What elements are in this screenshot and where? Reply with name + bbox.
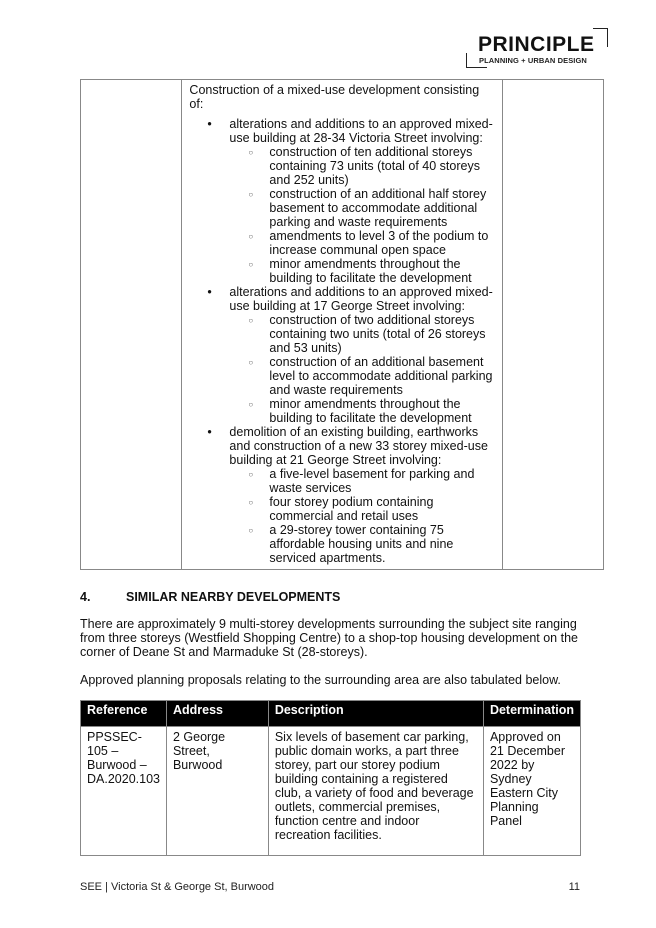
list-subitem: ○ construction of an additional basement level to accommodate additional parking and waste requirements (229, 355, 495, 397)
table-row (81, 727, 581, 856)
logo-tagline: PLANNING + URBAN DESIGN (479, 56, 587, 65)
section-paragraph: Approved planning proposals relating to the surrounding area are also tabulated below. (80, 673, 561, 687)
logo-corner-mark (593, 28, 608, 47)
cell-description: Six levels of basement car parking, public domain works, a part three storey, part our storey podium building containing a registered club, a variety of food and beverage outlets, commercial premises, function centre and indoor recreation facilities. (268, 727, 483, 856)
footer-title: SEE | Victoria St & George St, Burwood (80, 881, 275, 893)
section-paragraph: There are approximately 9 multi-storey developments surrounding the subject site ranging from three storeys (Westfield Shopping Centre) to a shop-top housing development on the corner of Deane St and Marmaduke St (28-storeys). (80, 617, 578, 659)
list-subitem: ○ a five-level basement for parking and waste services (229, 467, 495, 495)
list-item: • alterations and additions to an approved mixed-use building at 17 George Street involving: ○ construction of two additional storeys containing two units (total of 26 storeys and 53 units) ○ construction of an additional basement level to accommodate additional parking and waste requirements ○ minor amendments throughout the building to facilitate the development (189, 285, 495, 425)
proposal-list (189, 117, 495, 565)
developments-table (80, 700, 581, 856)
list-subitem: ○ minor amendments throughout the building to facilitate the development (229, 257, 495, 285)
page-footer (80, 881, 580, 893)
col-header-determination: Determination (483, 701, 580, 727)
list-subitem: ○ amendments to level 3 of the podium to increase communal open space (229, 229, 495, 257)
proposal-table (80, 79, 604, 570)
col-header-description: Description (268, 701, 483, 727)
list-subitem: ○ construction of two additional storeys containing two units (total of 26 storeys and 53 units) (229, 313, 495, 355)
page-number: 11 (568, 881, 580, 893)
list-item: • demolition of an existing building, earthworks and construction of a new 33 storey mixed-use building at 21 George Street involving: ○ a five-level basement for parking and waste services ○ four storey podium containing commercial and retail uses ○ a 29-storey tower containing 75 affordable housing units and nine serviced apartments. (189, 425, 495, 565)
section-number: 4. (80, 590, 91, 604)
proposal-intro: Construction of a mixed-use development consisting of: (189, 83, 480, 111)
list-subitem: ○ construction of an additional half storey basement to accommodate additional parking and waste requirements (229, 187, 495, 229)
col-header-reference: Reference (81, 701, 167, 727)
proposal-description-cell (182, 80, 502, 570)
list-subitem: ○ construction of ten additional storeys containing 73 units (total of 40 storeys and 252 units) (229, 145, 495, 187)
section-heading (80, 590, 340, 604)
principle-logo (466, 28, 612, 68)
cell-reference: PPSSEC-105 – Burwood – DA.2020.103 (81, 727, 167, 856)
cell-address: 2 George Street, Burwood (166, 727, 268, 856)
list-item: • alterations and additions to an approved mixed-use building at 28-34 Victoria Street involving: ○ construction of ten additional storeys containing 73 units (total of 40 storeys and 252 units) ○ construction of an additional half storey basement to accommodate additional parking and waste requirements ○ amendments to level 3 of the podium to increase communal open space ○ minor amendments throughout the building to facilitate the development (189, 117, 495, 285)
cell-determination: Approved on 21 December 2022 by Sydney Eastern City Planning Panel (483, 727, 580, 856)
proposal-col3 (502, 80, 603, 570)
list-subitem: ○ a 29-storey tower containing 75 affordable housing units and nine serviced apartments. (229, 523, 495, 565)
table-header-row (81, 701, 581, 727)
col-header-address: Address (166, 701, 268, 727)
section-title: SIMILAR NEARBY DEVELOPMENTS (126, 590, 341, 604)
list-subitem: ○ four storey podium containing commercial and retail uses (229, 495, 495, 523)
list-subitem: ○ minor amendments throughout the building to facilitate the development (229, 397, 495, 425)
proposal-col1 (81, 80, 182, 570)
logo-name: PRINCIPLE (478, 33, 595, 56)
